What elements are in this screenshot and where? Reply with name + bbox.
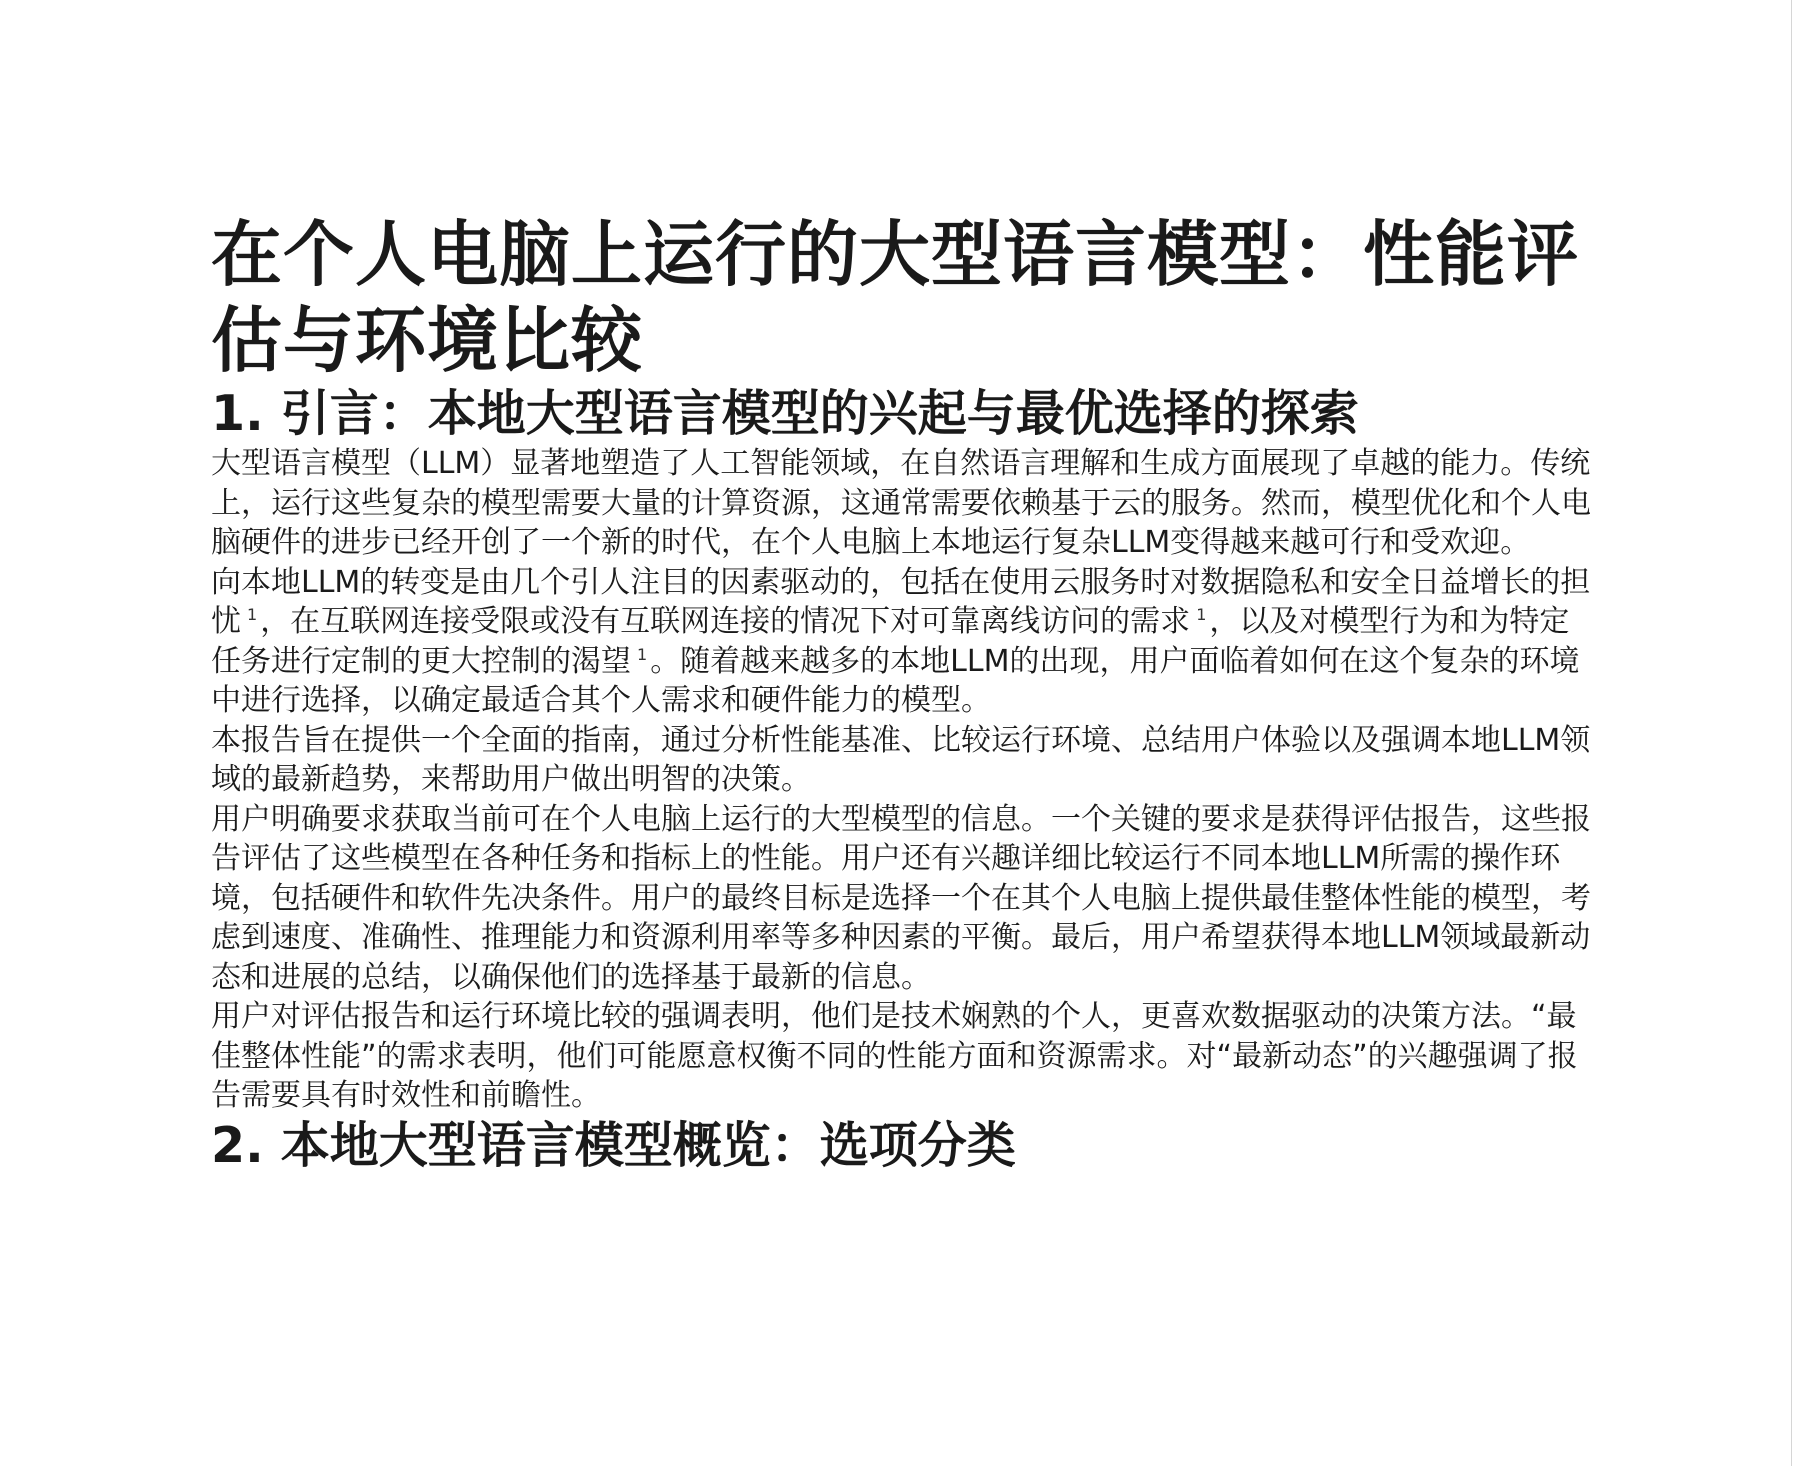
paragraph-text: 向本地LLM的转变是由几个引人注目的因素驱动的，包括在使用云服务时对数据隐私和安全日益增长的担忧 xyxy=(211,564,1591,639)
intro-paragraph-1: 大型语言模型（LLM）显著地塑造了人工智能领域，在自然语言理解和生成方面展现了卓越的能力。传统上，运行这些复杂的模型需要大量的计算资源，这通常需要依赖基于云的服务。然而，模型优化和个人电脑硬件的进步已经开创了一个新的时代，在个人电脑上本地运行复杂LLM变得越来越可行和受欢迎。 xyxy=(211,446,1591,560)
page-edge-divider xyxy=(1791,0,1792,1466)
intro-paragraph-3: 本报告旨在提供一个全面的指南，通过分析性能基准、比较运行环境、总结用户体验以及强调本地LLM领域的最新趋势，来帮助用户做出明智的决策。 xyxy=(211,722,1591,797)
intro-paragraph-2 xyxy=(211,563,1591,721)
intro-paragraph-4: 用户明确要求获取当前可在个人电脑上运行的大型模型的信息。一个关键的要求是获得评估报告，这些报告评估了这些模型在各种任务和指标上的性能。用户还有兴趣详细比较运行不同本地LLM所需的操作环境，包括硬件和软件先决条件。用户的最终目标是选择一个在其个人电脑上提供最佳整体性能的模型，考虑到速度、准确性、推理能力和资源利用率等多种因素的平衡。最后，用户希望获得本地LLM领域最新动态和进展的总结，以确保他们的选择基于最新的信息。 xyxy=(211,801,1591,995)
citation-marker[interactable]: 1 xyxy=(1196,605,1207,624)
section-1-heading: 1. 引言：本地大型语言模型的兴起与最优选择的探索 xyxy=(211,385,1359,442)
citation-marker[interactable]: 1 xyxy=(247,605,258,624)
document-title: 在个人电脑上运行的大型语言模型：性能评估与环境比较 xyxy=(211,213,1580,382)
paragraph-text: ，以及对模型行为和为特定任务进行定制的更大控制的渴望 xyxy=(211,604,1570,679)
paragraph-text: 。随着越来越多的本地LLM的出现，用户面临着如何在这个复杂的环境中进行选择，以确定最适合其个人需求和硬件能力的模型。 xyxy=(211,643,1580,718)
paragraph-text: ，在互联网连接受限或没有互联网连接的情况下对可靠离线访问的需求 xyxy=(260,604,1191,639)
document-content xyxy=(211,212,1591,1176)
intro-paragraph-5: 用户对评估报告和运行环境比较的强调表明，他们是技术娴熟的个人，更喜欢数据驱动的决策方法。“最佳整体性能”的需求表明，他们可能愿意权衡不同的性能方面和资源需求。对“最新动态”的兴趣强调了报告需要具有时效性和前瞻性。 xyxy=(211,999,1578,1113)
section-2-heading: 2. 本地大型语言模型概览：选项分类 xyxy=(211,1116,1016,1174)
citation-marker[interactable]: 1 xyxy=(637,644,648,664)
